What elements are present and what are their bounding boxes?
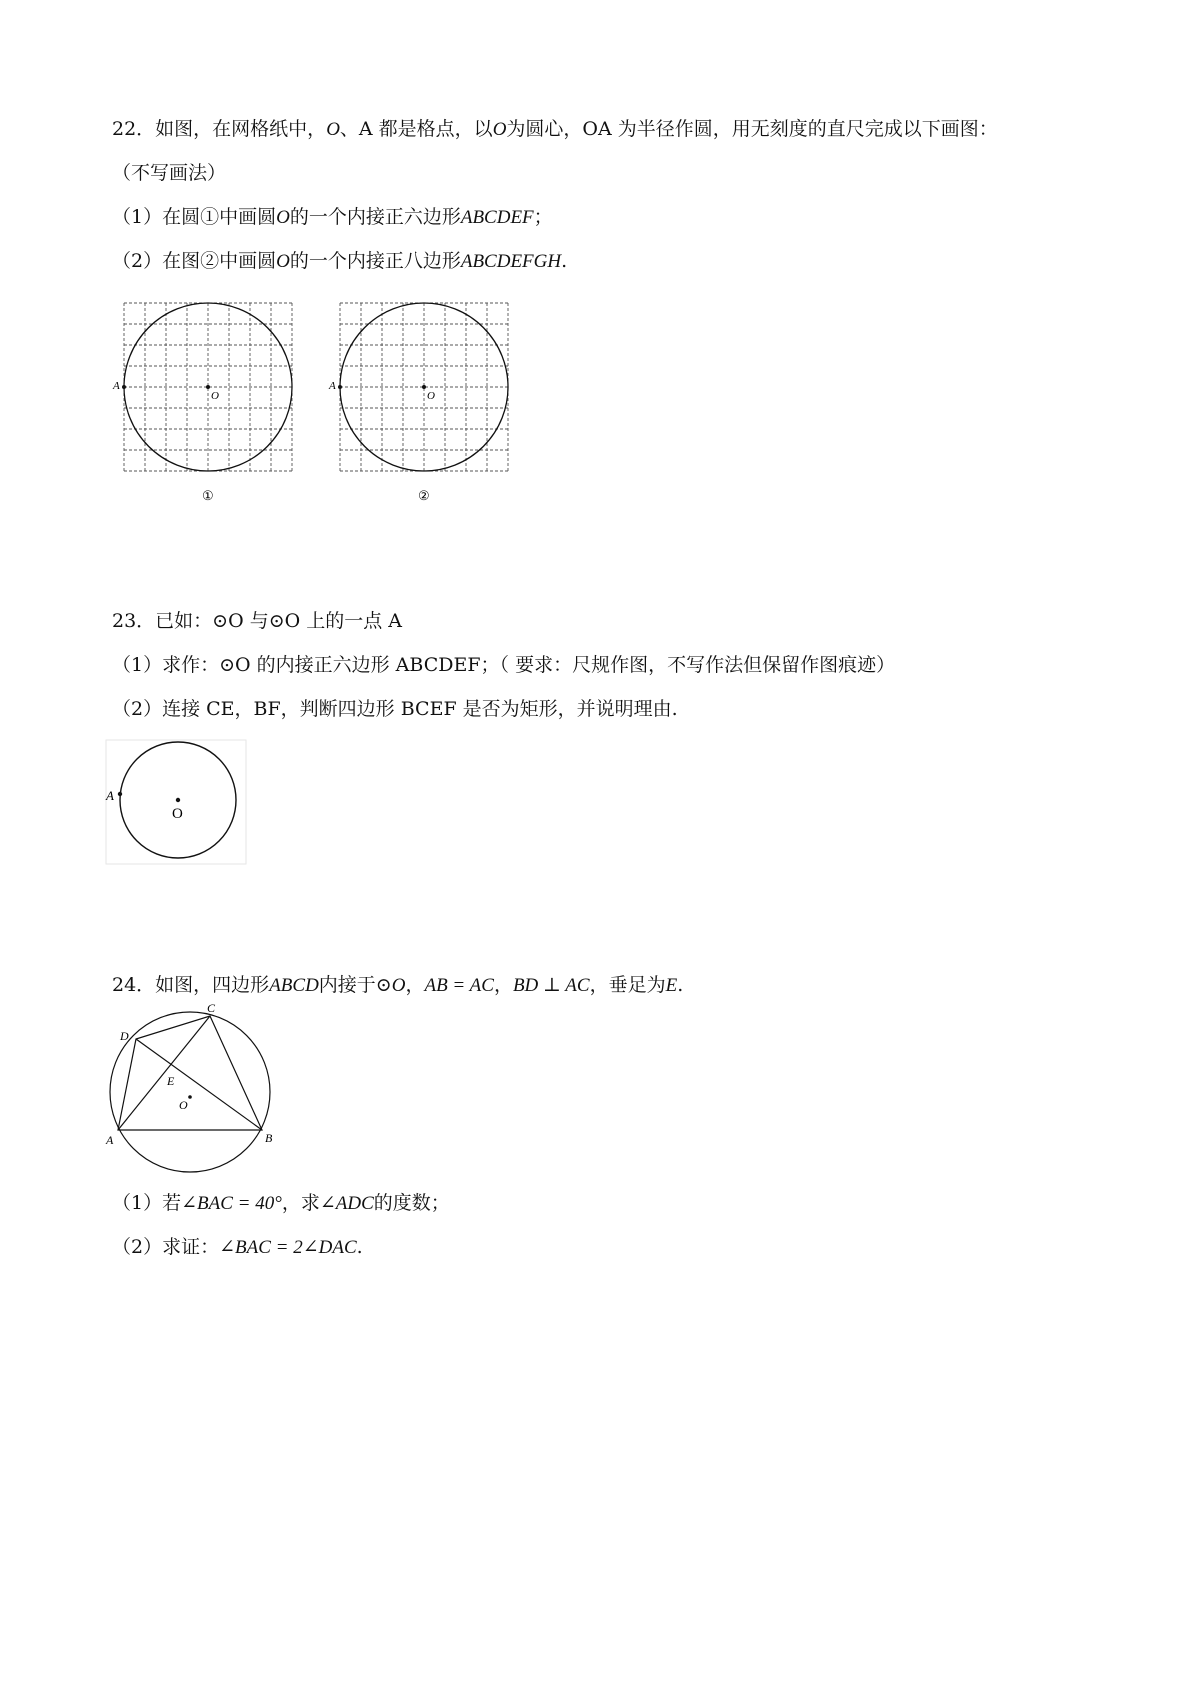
point-o [206,385,210,389]
q24-text: ， [493,974,513,996]
label-o: O [179,1098,188,1112]
q24-figure [100,1002,290,1182]
q22-text: （2）在图②中画圆 [112,250,277,272]
q22-text: 的一个内接正八边形 [289,250,461,272]
q24-text: ， [405,974,425,996]
q24-line-2 [112,1190,450,1217]
q23-line-1: 23．已如：⊙O 与⊙O 上的一点 A [112,610,403,632]
figure-border [106,740,246,864]
label-e: E [167,1074,175,1088]
q22-line-4 [112,248,567,275]
point-label: E [665,975,678,996]
grid-figure-2 [326,295,526,515]
figure-caption: ② [418,488,430,503]
polygon-name: ABCDEF [460,207,534,228]
point-o [176,798,180,802]
equation: ∠BAC = 40° [181,1193,282,1214]
equation: AB = AC [424,975,494,996]
equation: BD ⊥ AC [512,975,590,996]
q22-text: （1）在圆①中画圆 [112,206,277,228]
q22-text: . [561,250,568,272]
q22-line-1 [112,116,998,143]
q22-line-2: （不写画法） [112,162,227,184]
q22-text: 、A 都是格点，以 [339,118,493,140]
q24-text: （1）若 [112,1192,182,1214]
point-label: O [276,207,290,228]
diagonal-ac [118,1016,210,1130]
label-a: A [113,380,120,392]
circle-o [110,1012,270,1172]
label-c: C [207,1002,216,1015]
polygon-name: ABCD [269,975,319,996]
point-label: O [391,975,406,996]
q24-text: ，求 [281,1192,320,1214]
q24-text: （2）求证： [112,1236,220,1258]
q24-text: 内接于⊙ [318,974,392,996]
q24-line-1 [112,972,683,999]
equation: ∠BAC = 2∠DAC [219,1237,357,1258]
q23-figure [104,738,254,868]
point-label: O [492,119,507,140]
q24-line-3 [112,1234,363,1261]
point-o [422,385,426,389]
q24-text: 24．如图，四边形 [112,974,270,996]
q22-line-3 [112,204,553,231]
q22-text: 为圆心，OA 为半径作圆，用无刻度的直尺完成以下画图： [506,118,998,140]
point-a [122,385,126,389]
q24-text: . [356,1236,363,1258]
figure-caption: ① [202,488,214,503]
point-a [338,385,342,389]
q22-text: 22．如图，在网格纸中， [112,118,327,140]
q23-line-3: （2）连接 CE，BF，判断四边形 BCEF 是否为矩形，并说明理由. [112,698,678,720]
grid-figure-1 [110,295,310,515]
label-o: O [427,390,435,402]
label-o: O [172,806,183,822]
q24-text: ，垂足为 [589,974,666,996]
point-label: O [276,251,290,272]
point-label: O [326,119,340,140]
label-o: O [211,390,219,402]
label-a: A [106,1133,114,1147]
polygon-name: ABCDEFGH [460,251,562,272]
quadrilateral-abcd [118,1016,262,1130]
q23-line-2: （1）求作：⊙O 的内接正六边形 ABCDEF；（ 要求：尺规作图，不写作法但保留作图痕迹） [112,654,896,676]
label-a: A [106,788,114,803]
label-b: B [265,1131,273,1145]
q24-text: 的度数； [373,1192,450,1214]
equation: ∠ADC [319,1193,374,1214]
point-a [118,792,122,796]
q22-text: ； [533,206,553,228]
point-o [188,1095,192,1099]
q24-text: . [677,974,684,996]
label-d: D [120,1029,129,1043]
label-a: A [329,380,336,392]
q22-text: 的一个内接正六边形 [289,206,461,228]
